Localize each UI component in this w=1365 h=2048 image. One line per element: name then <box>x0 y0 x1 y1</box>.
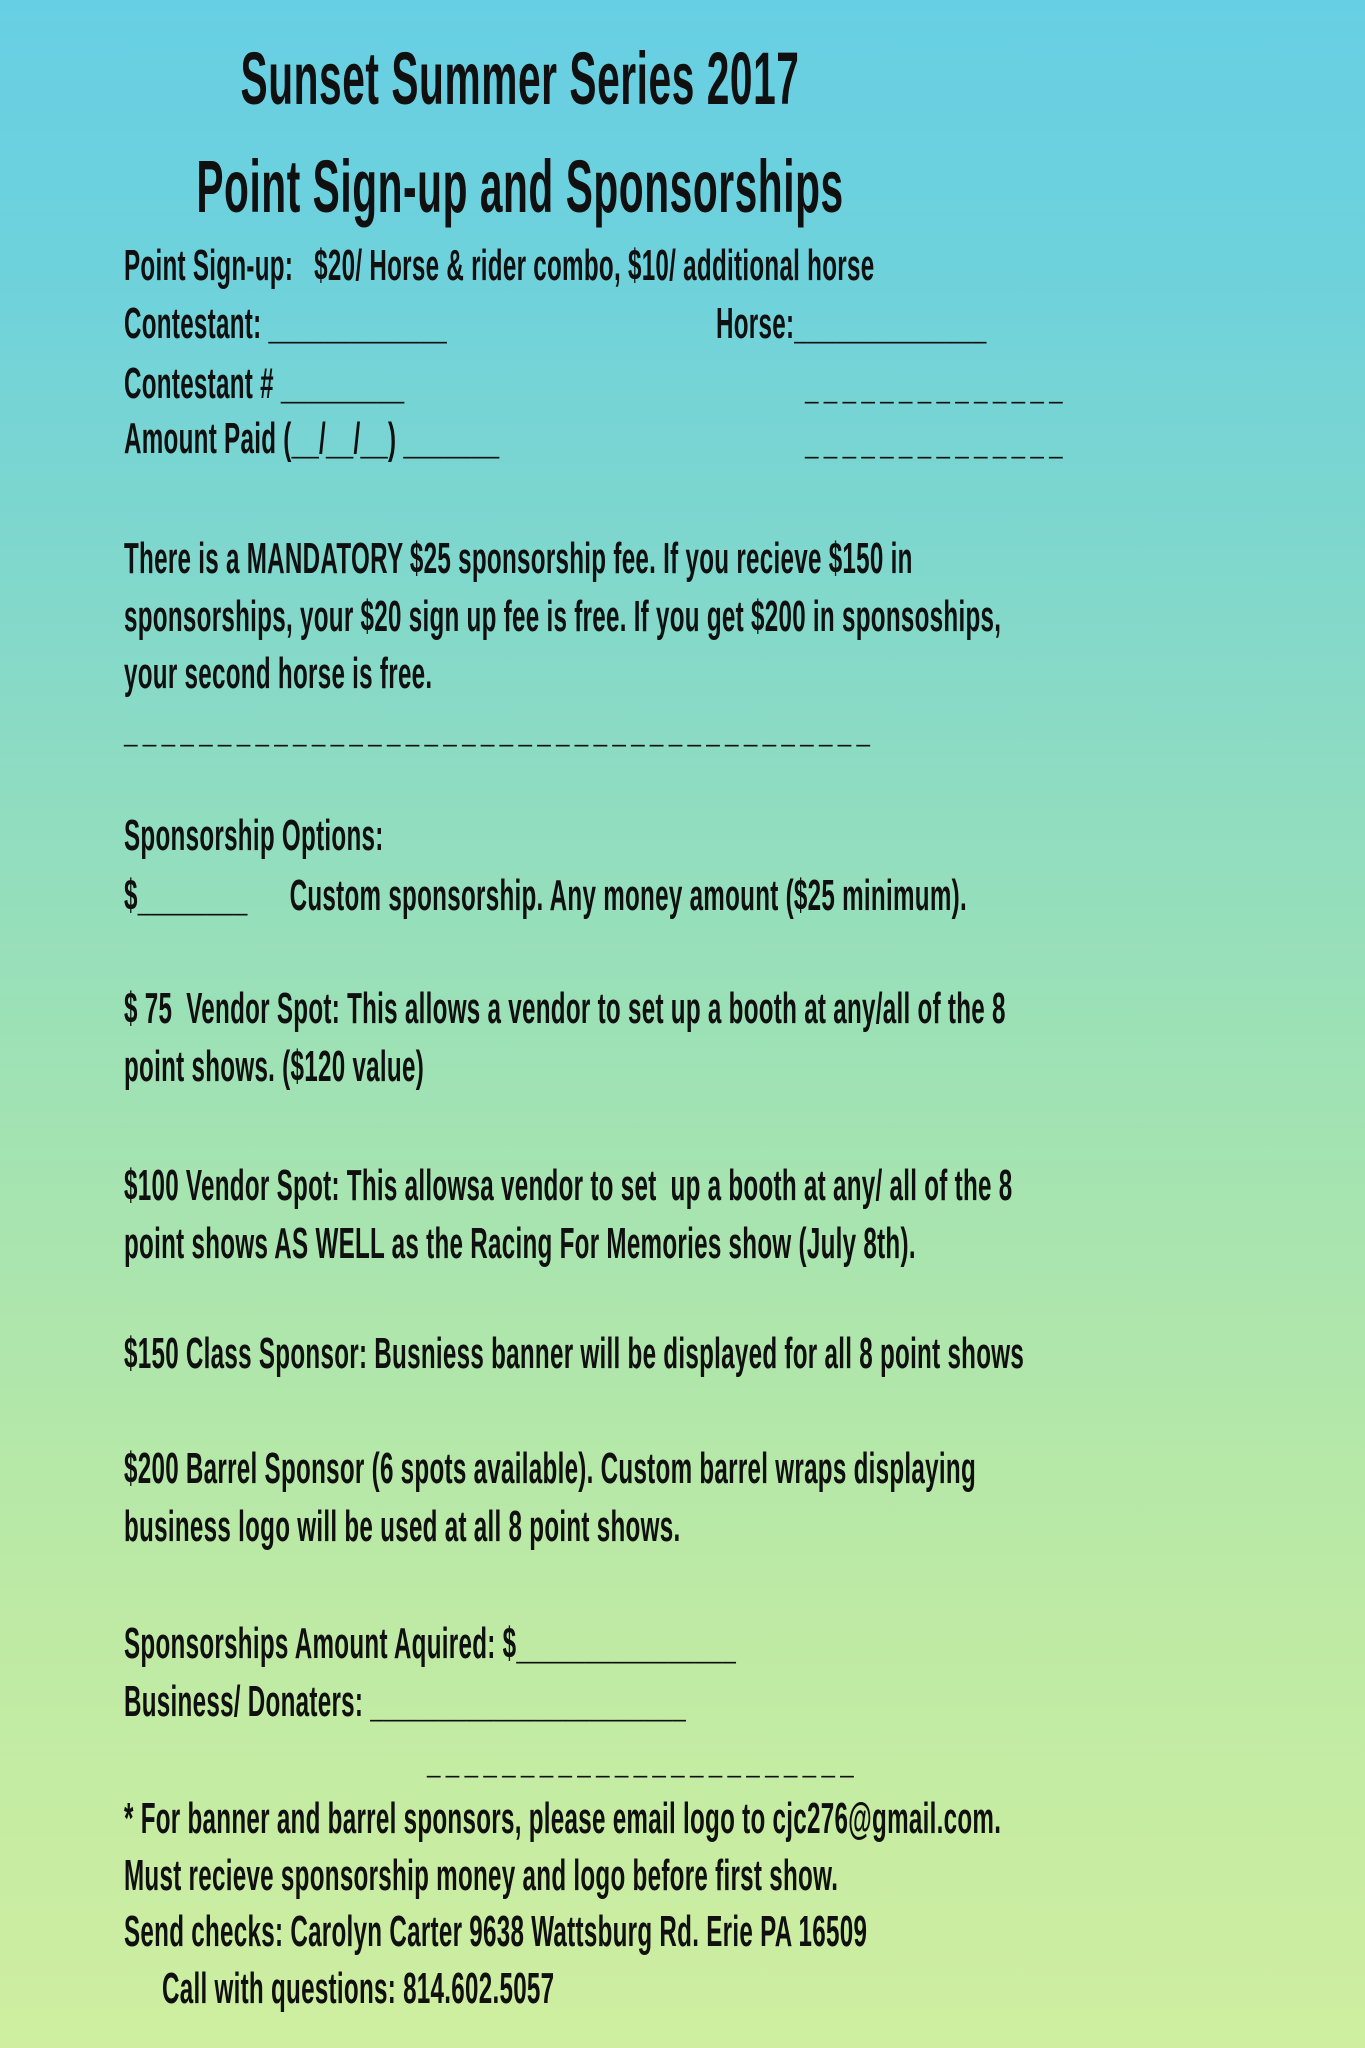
fee-notice-line-2: sponsorships, your $20 sign up fee is free. If you get $200 in sponsoships, <box>124 592 1002 641</box>
contestant-number-field: Contestant # _________ <box>124 359 405 408</box>
amount-paid-field: Amount Paid (__/__/__) _______ <box>124 414 500 463</box>
amount-acquired-field: Sponsorships Amount Aquired: $________________ <box>124 1619 737 1668</box>
business-donaters-field: Business/ Donaters: _______________________ <box>124 1677 687 1726</box>
banner-note-line-2: Must recieve sponsorship money and logo before first show. <box>124 1851 839 1900</box>
flyer-title: Sunset Summer Series 2017 <box>240 37 800 120</box>
barrel-sponsor-line-2: business logo will be used at all 8 point shows. <box>124 1502 681 1551</box>
fee-notice-line-3: your second horse is free. <box>124 649 433 698</box>
custom-sponsorship-line: $________ Custom sponsorship. Any money amount ($25 minimum). <box>124 871 967 920</box>
horse-field: Horse:______________ <box>716 299 987 348</box>
sponsorship-options-heading: Sponsorship Options: <box>124 811 384 860</box>
section-divider: ________________________________________ <box>124 702 876 751</box>
contestant-field: Contestant: _____________ <box>124 299 448 348</box>
fee-notice-line-1: There is a MANDATORY $25 sponsorship fee. If you recieve $150 in <box>124 534 913 583</box>
blank-line-1: ______________ <box>805 359 1068 408</box>
pricing-line: Point Sign-up: $20/ Horse & rider combo, $10/ additional horse <box>124 241 875 290</box>
business-donaters-blank-2: _______________________ <box>427 1733 860 1782</box>
blank-line-2: ______________ <box>805 414 1068 463</box>
vendor-75-line-2: point shows. ($120 value) <box>124 1042 425 1091</box>
barrel-sponsor-line-1: $200 Barrel Sponsor (6 spots available). Custom barrel wraps displaying <box>124 1444 977 1493</box>
vendor-75-line-1: $ 75 Vendor Spot: This allows a vendor to set up a booth at any/all of the 8 <box>124 984 1006 1033</box>
flyer-subtitle: Point Sign-up and Sponsorships <box>196 145 844 228</box>
questions-phone-line: Call with questions: 814.602.5057 <box>162 1964 555 2013</box>
banner-note-line-1: * For banner and barrel sponsors, please email logo to cjc276@gmail.com. <box>124 1794 1002 1843</box>
vendor-100-line-2: point shows AS WELL as the Racing For Memories show (July 8th). <box>124 1219 916 1268</box>
vendor-100-line-1: $100 Vendor Spot: This allowsa vendor to set up a booth at any/ all of the 8 <box>124 1161 1013 1210</box>
class-sponsor-line: $150 Class Sponsor: Busniess banner will be displayed for all 8 point shows <box>124 1329 1025 1378</box>
send-checks-line: Send checks: Carolyn Carter 9638 Wattsburg Rd. Erie PA 16509 <box>124 1907 868 1956</box>
